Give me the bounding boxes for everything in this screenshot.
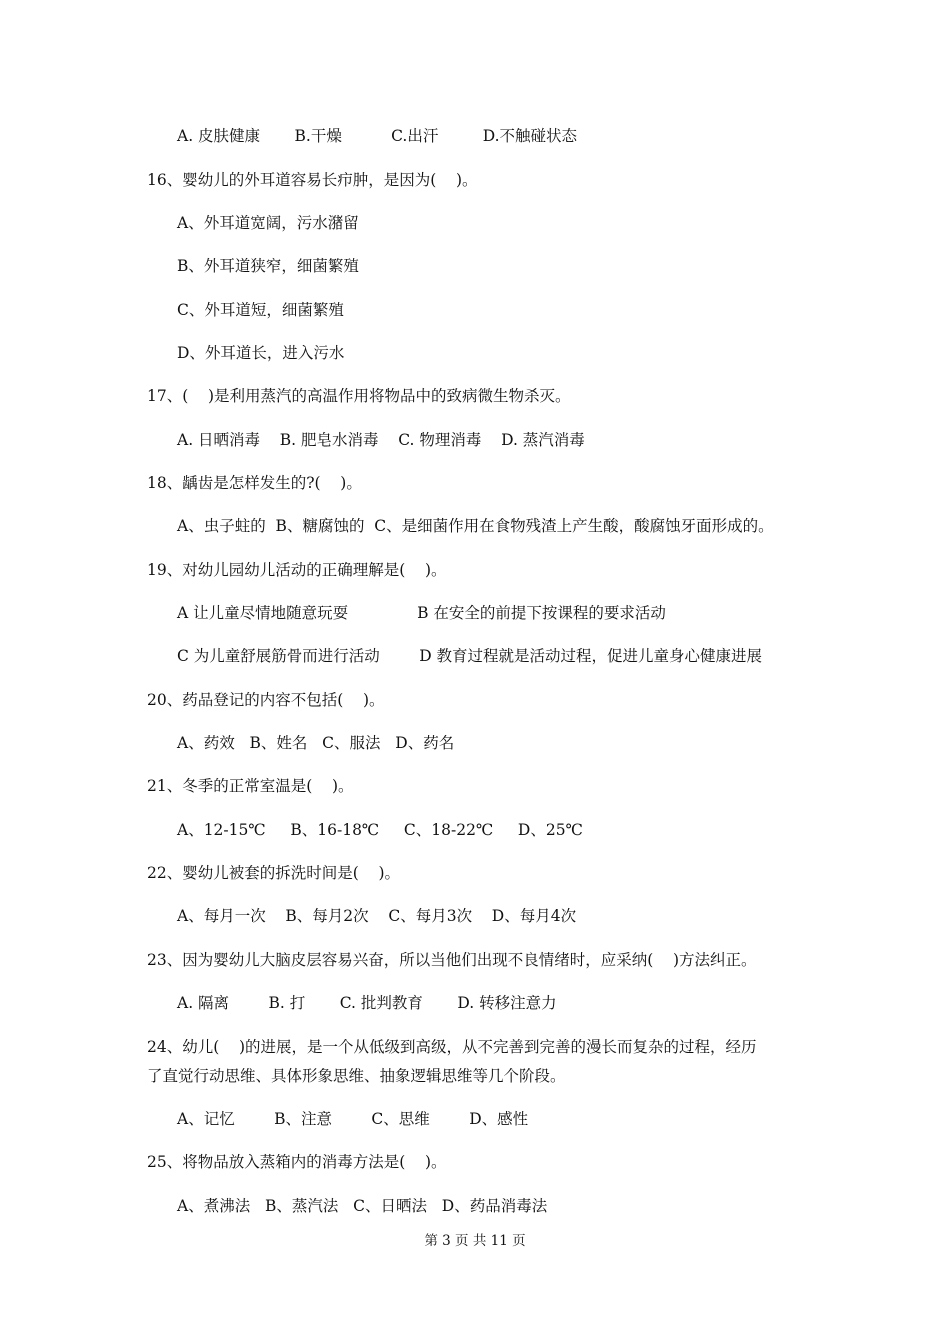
q18-options: A、虫子蛀的 B、糖腐蚀的 C、是细菌作用在食物残渣上产生酸，酸腐蚀牙面形成的。: [177, 517, 774, 535]
q20-stem: 20、药品登记的内容不包括( )。: [147, 691, 385, 709]
page-footer: 第 3 页 共 11 页: [424, 1233, 526, 1249]
q24-options: A、记忆 B、注意 C、思维 D、感性: [177, 1110, 529, 1128]
q19-options-ab: A 让儿童尽情地随意玩耍 B 在安全的前提下按课程的要求活动: [177, 604, 666, 622]
q25-stem: 25、将物品放入蒸箱内的消毒方法是( )。: [147, 1153, 447, 1171]
q15-options: A. 皮肤健康 B.干燥 C.出汗 D.不触碰状态: [177, 127, 578, 145]
q19-stem: 19、对幼儿园幼儿活动的正确理解是( )。: [147, 561, 447, 579]
q25-options: A、煮沸法 B、蒸汽法 C、日晒法 D、药品消毒法: [177, 1197, 548, 1215]
q17-stem: 17、( )是利用蒸汽的高温作用将物品中的致病微生物杀灭。: [147, 387, 571, 405]
q20-options: A、药效 B、姓名 C、服法 D、药名: [177, 734, 455, 752]
q18-stem: 18、龋齿是怎样发生的?( )。: [147, 474, 362, 492]
q17-options: A. 日晒消毒 B. 肥皂水消毒 C. 物理消毒 D. 蒸汽消毒: [177, 431, 585, 449]
q16-option-a: A、外耳道宽阔，污水潴留: [177, 214, 359, 232]
q16-stem: 16、婴幼儿的外耳道容易长疖肿，是因为( )。: [147, 171, 478, 189]
q16-option-d: D、外耳道长，进入污水: [177, 344, 345, 362]
q21-stem: 21、冬季的正常室温是( )。: [147, 777, 354, 795]
q24-stem-line2: 了直觉行动思维、具体形象思维、抽象逻辑思维等几个阶段。: [147, 1067, 566, 1085]
q22-stem: 22、婴幼儿被套的拆洗时间是( )。: [147, 864, 401, 882]
q16-option-c: C、外耳道短，细菌繁殖: [177, 301, 344, 319]
q23-stem: 23、因为婴幼儿大脑皮层容易兴奋，所以当他们出现不良情绪时，应采纳( )方法纠正。: [147, 951, 757, 969]
q21-options: A、12-15℃ B、16-18℃ C、18-22℃ D、25℃: [177, 821, 583, 839]
q23-options: A. 隔离 B. 打 C. 批判教育 D. 转移注意力: [177, 994, 557, 1012]
q22-options: A、每月一次 B、每月2次 C、每月3次 D、每月4次: [177, 907, 577, 925]
q24-stem-line1: 24、幼儿( )的进展，是一个从低级到高级，从不完善到完善的漫长而复杂的过程，经历: [147, 1038, 757, 1056]
q16-option-b: B、外耳道狭窄，细菌繁殖: [177, 257, 359, 275]
q19-options-cd: C 为儿童舒展筋骨而进行活动 D 教育过程就是活动过程，促进儿童身心健康进展: [177, 647, 763, 665]
